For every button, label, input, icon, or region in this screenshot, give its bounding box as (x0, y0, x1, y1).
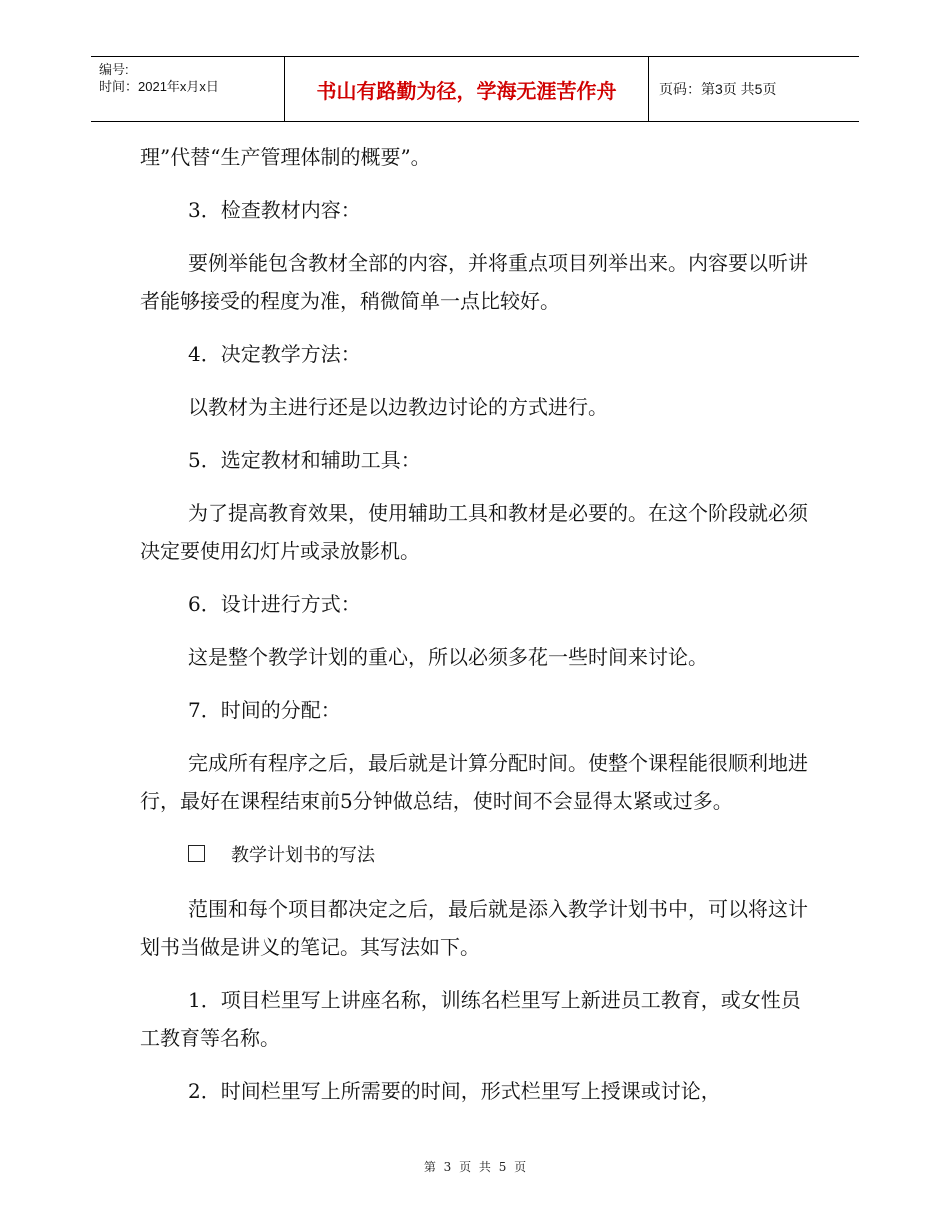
section-heading-text: 教学计划书的写法 (231, 845, 375, 866)
paragraph: 1．项目栏里写上讲座名称，训练名栏里写上新进员工教育，或女性员工教育等名称。 (140, 988, 801, 1050)
header-motto: 书山有路勤为径，学海无涯苦作舟 (284, 57, 649, 121)
document-number-label: 编号: (99, 62, 129, 77)
checkbox-bullet-icon (188, 845, 205, 862)
paragraph: 要例举能包含教材全部的内容，并将重点项目列举出来。内容要以听讲者能够接受的程度为准，稍微简单一点比较好。 (140, 251, 808, 313)
document-body (140, 138, 812, 1125)
step-heading: 7．时间的分配： (188, 698, 341, 722)
section-heading (140, 835, 812, 875)
page-footer: 第 3 页 共 5 页 (423, 1160, 527, 1174)
page-header (91, 56, 859, 122)
step-heading: 6．设计进行方式： (188, 592, 361, 616)
paragraph: 为了提高教育效果，使用辅助工具和教材是必要的。在这个阶段就必须决定要使用幻灯片或录放影机。 (140, 501, 808, 563)
step-heading: 5．选定教材和辅助工具： (188, 448, 421, 472)
paragraph: 完成所有程序之后，最后就是计算分配时间。使整个课程能很顺利地进行，最好在课程结束前5分钟做总结，使时间不会显得太紧或过多。 (140, 751, 808, 813)
step-heading: 3．检查教材内容： (188, 198, 361, 222)
header-meta (91, 57, 284, 121)
paragraph: 以教材为主进行还是以边教边讨论的方式进行。 (188, 395, 608, 419)
step-heading: 4．决定教学方法： (188, 342, 361, 366)
paragraph: 这是整个教学计划的重心，所以必须多花一些时间来讨论。 (188, 645, 708, 669)
paragraph: 2．时间栏里写上所需要的时间，形式栏里写上授课或讨论， (188, 1079, 721, 1103)
document-time-label: 时间：2021年x月x日 (99, 79, 219, 94)
header-page-info: 页码：第3页 共5页 (659, 81, 777, 97)
paragraph: 理”代替“生产管理体制的概要”。 (140, 145, 431, 169)
paragraph: 范围和每个项目都决定之后，最后就是添入教学计划书中，可以将这计划书当做是讲义的笔记。其写法如下。 (140, 897, 808, 959)
